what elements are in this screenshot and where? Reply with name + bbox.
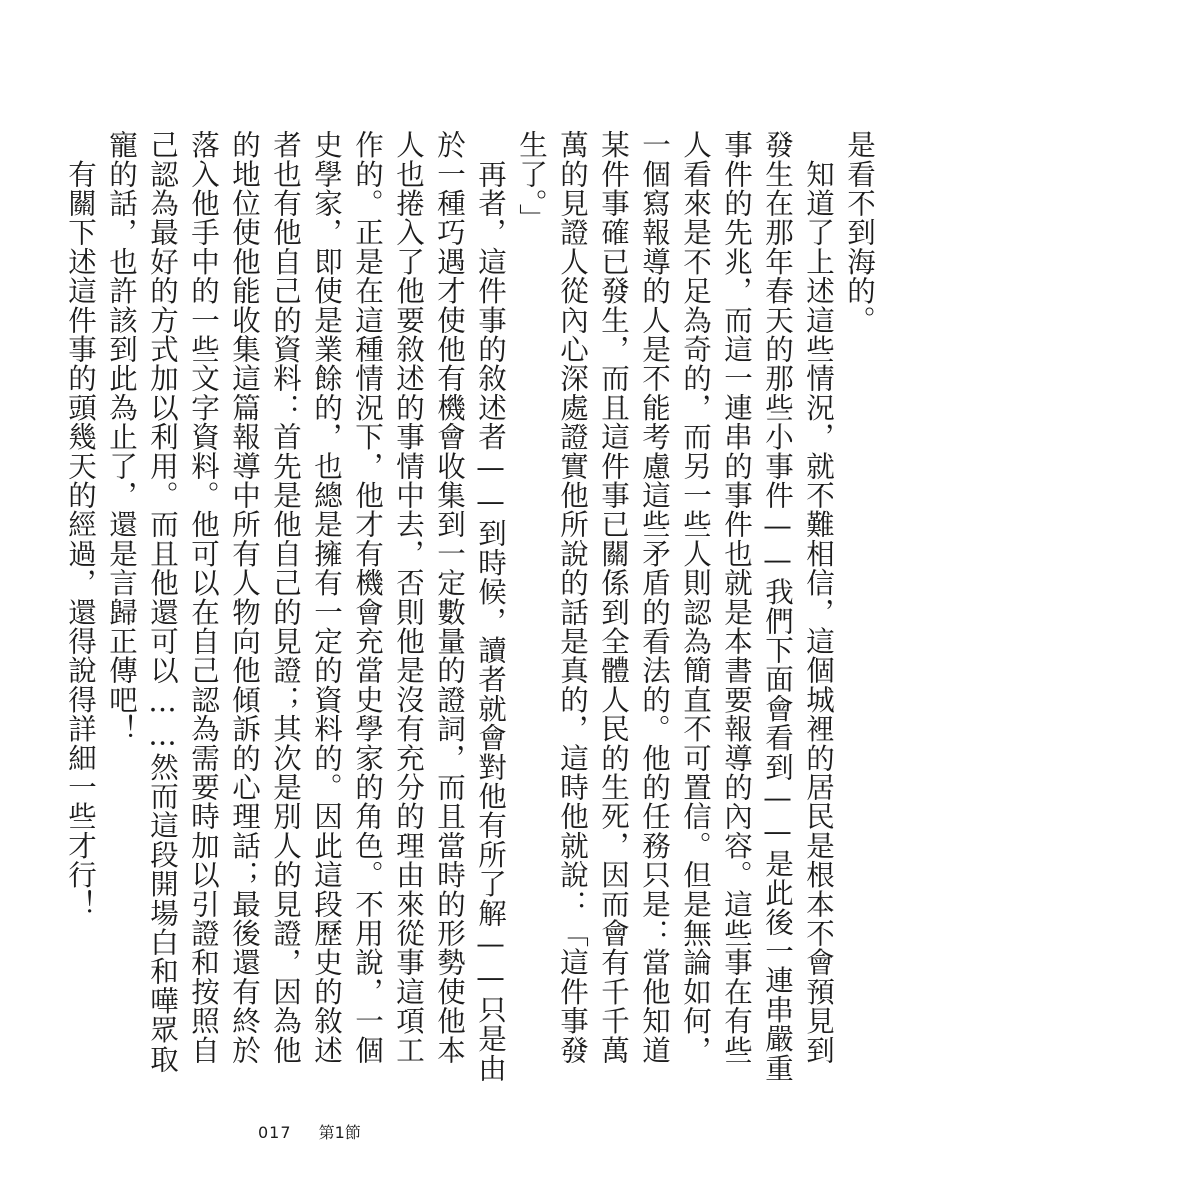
page-number: 017: [258, 1123, 292, 1142]
chapter-label: 第1節: [318, 1123, 361, 1142]
paragraph-4: 有關下述這件事的頭幾天的經過，還得說得詳細一些才行！: [64, 130, 97, 919]
paragraph-1: 是看不到海的。: [843, 130, 876, 335]
page-footer: [258, 1120, 361, 1143]
body-text: [60, 130, 880, 1090]
paragraph-2: 知道了上述這些情況，就不難相信，這個城裡的居民是根本不會預見到發生在那年春天的那些小事件——我們下面會看到——是此後一連串嚴重事件的先兆，而這一連串的事件也就是本書要報導的內容。這些事在有些人看來是不足為奇的，而另一些人則認為簡直不可置信。但是無論如何，一個寫報導的人是不能考慮這些矛盾的看法的。他的任務只是：當他知道某件事確已發生，而且這件事已關係到全體人民的生死，因而會有千千萬萬的見證人從內心深處證實他所說的話是真的，這時他就說：「這件事發生了。」: [515, 130, 835, 1083]
paragraph-3: 再者，這件事的敘述者——到時候，讀者就會對他有所了解——只是由於一種巧遇才使他有機會收集到一定數量的證詞，而且當時的形勢使他本人也捲入了他要敘述的事情中去，否則他是沒有充分的理由來從事這項工作的。正是在這種情況下，他才有機會充當史學家的角色。不用說，一個史學家，即使是業餘的，也總是擁有一定的資料的。因此這段歷史的敘述者也有他自己的資料：首先是他自己的見證；其次是別人的見證，因為他的地位使他能收集這篇報導中所有人物向他傾訴的心理話；最後還有終於落入他手中的一些文字資料。他可以在自己認為需要時加以引證和按照自己認為最好的方式加以利用。而且他還可以……然而這段開場白和嘩眾取寵的話，也許該到此為止了，還是言歸正傳吧！: [105, 130, 507, 1083]
